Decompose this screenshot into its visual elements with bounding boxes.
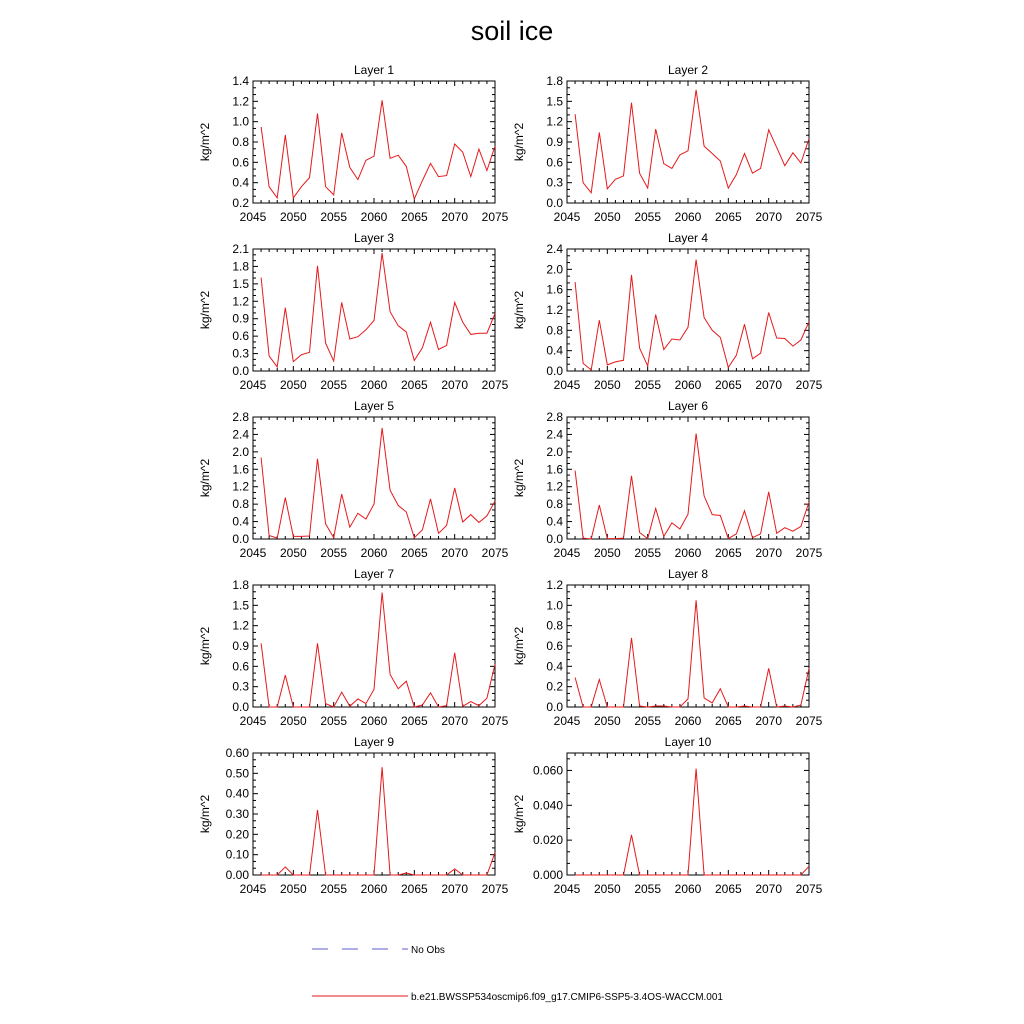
x-tick-label: 2060 bbox=[360, 378, 388, 392]
y-tick-label: 0.6 bbox=[232, 155, 249, 170]
x-tick-label: 2050 bbox=[279, 714, 307, 728]
x-tick-label: 2070 bbox=[755, 714, 783, 728]
y-tick-label: 2.8 bbox=[232, 410, 249, 424]
panel-title: Layer 10 bbox=[664, 735, 712, 749]
x-tick-label: 2045 bbox=[239, 210, 267, 224]
series-line bbox=[575, 434, 809, 539]
panel-title: Layer 1 bbox=[353, 63, 395, 77]
series-line bbox=[575, 260, 809, 370]
y-tick-label: 0.8 bbox=[546, 618, 563, 633]
x-tick-label: 2070 bbox=[755, 378, 783, 392]
x-tick-label: 2070 bbox=[441, 546, 469, 560]
plot-frame bbox=[253, 81, 495, 203]
x-tick-label: 2075 bbox=[795, 378, 823, 392]
panel-title: Layer 8 bbox=[667, 567, 709, 581]
series-line bbox=[261, 593, 495, 708]
x-tick-label: 2075 bbox=[481, 714, 509, 728]
y-tick-label: 1.5 bbox=[232, 276, 249, 291]
plot-frame bbox=[567, 249, 809, 371]
series-line bbox=[261, 428, 495, 538]
x-tick-label: 2045 bbox=[553, 210, 581, 224]
x-tick-label: 2070 bbox=[755, 546, 783, 560]
x-tick-label: 2060 bbox=[360, 210, 388, 224]
y-tick-label: 0.9 bbox=[232, 639, 249, 653]
y-tick-label: 0.0 bbox=[546, 532, 563, 546]
y-axis-label: kg/m^2 bbox=[512, 794, 526, 834]
y-axis-label: kg/m^2 bbox=[512, 458, 526, 498]
x-tick-label: 2065 bbox=[400, 714, 428, 728]
legend-model-label: b.e21.BWSSP534oscmip6.f09_g17.CMIP6-SSP5-3.4OS-WACCM.001 bbox=[411, 992, 723, 1003]
x-tick-label: 2050 bbox=[593, 546, 621, 560]
y-tick-label: 0.40 bbox=[225, 786, 249, 801]
y-tick-label: 0.4 bbox=[546, 343, 563, 358]
y-axis-label: kg/m^2 bbox=[198, 458, 212, 498]
y-tick-label: 2.8 bbox=[546, 410, 563, 424]
x-tick-label: 2055 bbox=[320, 546, 348, 560]
x-tick-label: 2065 bbox=[714, 546, 742, 560]
y-tick-label: 0.60 bbox=[225, 746, 249, 760]
series-line bbox=[575, 90, 809, 193]
y-tick-label: 0.9 bbox=[546, 135, 563, 149]
x-tick-label: 2045 bbox=[553, 882, 581, 896]
x-tick-label: 2065 bbox=[714, 378, 742, 392]
x-tick-label: 2050 bbox=[593, 714, 621, 728]
y-tick-label: 0.3 bbox=[546, 175, 563, 190]
y-axis-label: kg/m^2 bbox=[198, 794, 212, 834]
panel-layer-4 bbox=[512, 231, 823, 392]
panel-title: Layer 4 bbox=[667, 231, 709, 245]
y-tick-label: 0.2 bbox=[546, 679, 563, 694]
panel-title: Layer 6 bbox=[667, 399, 709, 413]
x-tick-label: 2055 bbox=[634, 210, 662, 224]
y-tick-label: 0.4 bbox=[546, 514, 563, 529]
y-tick-label: 1.2 bbox=[546, 114, 563, 129]
y-axis-label: kg/m^2 bbox=[512, 626, 526, 666]
y-tick-label: 1.2 bbox=[232, 94, 249, 109]
x-tick-label: 2050 bbox=[279, 210, 307, 224]
y-tick-label: 2.4 bbox=[232, 427, 249, 442]
x-tick-label: 2075 bbox=[795, 714, 823, 728]
x-tick-label: 2050 bbox=[593, 210, 621, 224]
x-tick-label: 2045 bbox=[553, 714, 581, 728]
panel-title: Layer 5 bbox=[353, 399, 395, 413]
x-tick-label: 2070 bbox=[755, 210, 783, 224]
y-tick-label: 1.5 bbox=[232, 598, 249, 613]
y-tick-label: 0.0 bbox=[546, 364, 563, 378]
x-tick-label: 2060 bbox=[360, 882, 388, 896]
y-tick-label: 1.2 bbox=[546, 578, 563, 592]
y-tick-label: 1.2 bbox=[232, 479, 249, 494]
panel-layer-3 bbox=[198, 231, 509, 392]
y-tick-label: 0.2 bbox=[232, 196, 249, 210]
x-tick-label: 2060 bbox=[674, 210, 702, 224]
panel-layer-5 bbox=[198, 399, 509, 560]
x-tick-label: 2065 bbox=[400, 546, 428, 560]
y-tick-label: 0.00 bbox=[225, 868, 249, 882]
panels-group bbox=[198, 63, 823, 896]
x-tick-label: 2075 bbox=[481, 546, 509, 560]
y-tick-label: 0.3 bbox=[232, 679, 249, 694]
x-tick-label: 2060 bbox=[674, 378, 702, 392]
series-line bbox=[575, 600, 809, 707]
y-tick-label: 0.20 bbox=[225, 827, 249, 842]
y-tick-label: 1.0 bbox=[232, 114, 249, 129]
x-tick-label: 2055 bbox=[320, 714, 348, 728]
panel-layer-8 bbox=[512, 567, 823, 728]
y-tick-label: 0.060 bbox=[532, 763, 563, 778]
y-tick-label: 0.30 bbox=[225, 807, 249, 821]
plot-frame bbox=[253, 753, 495, 875]
y-tick-label: 0.4 bbox=[232, 175, 249, 190]
x-tick-label: 2065 bbox=[714, 210, 742, 224]
y-tick-label: 0.040 bbox=[532, 798, 563, 813]
panel-layer-7 bbox=[198, 567, 509, 728]
y-tick-label: 0.0 bbox=[232, 532, 249, 546]
y-axis-label: kg/m^2 bbox=[198, 290, 212, 330]
x-tick-label: 2050 bbox=[593, 882, 621, 896]
x-tick-label: 2075 bbox=[795, 546, 823, 560]
y-tick-label: 1.0 bbox=[546, 598, 563, 613]
legend-no-obs-label: No Obs bbox=[411, 945, 445, 956]
x-tick-label: 2070 bbox=[441, 378, 469, 392]
y-tick-label: 0.8 bbox=[546, 497, 563, 512]
y-tick-label: 1.2 bbox=[232, 294, 249, 309]
y-tick-label: 1.8 bbox=[232, 259, 249, 274]
y-tick-label: 1.2 bbox=[546, 479, 563, 494]
y-tick-label: 0.9 bbox=[232, 311, 249, 326]
x-tick-label: 2075 bbox=[481, 210, 509, 224]
panel-layer-2 bbox=[512, 63, 823, 224]
y-tick-label: 0.4 bbox=[232, 514, 249, 529]
series-line bbox=[261, 100, 495, 199]
panel-layer-6 bbox=[512, 399, 823, 560]
y-tick-label: 0.0 bbox=[546, 700, 563, 714]
x-tick-label: 2065 bbox=[714, 882, 742, 896]
y-tick-label: 1.6 bbox=[546, 282, 563, 297]
x-tick-label: 2065 bbox=[400, 882, 428, 896]
x-tick-label: 2060 bbox=[674, 882, 702, 896]
y-axis-label: kg/m^2 bbox=[512, 290, 526, 330]
series-line bbox=[261, 253, 495, 367]
x-tick-label: 2055 bbox=[634, 882, 662, 896]
x-tick-label: 2055 bbox=[634, 714, 662, 728]
y-tick-label: 0.000 bbox=[532, 868, 563, 882]
y-tick-label: 0.0 bbox=[232, 700, 249, 714]
x-tick-label: 2065 bbox=[400, 378, 428, 392]
panel-title: Layer 7 bbox=[353, 567, 395, 581]
y-tick-label: 2.1 bbox=[232, 242, 249, 256]
series-line bbox=[575, 769, 809, 875]
y-tick-label: 1.5 bbox=[546, 94, 563, 109]
y-axis-label: kg/m^2 bbox=[198, 122, 212, 162]
y-tick-label: 0.8 bbox=[232, 135, 249, 149]
panel-layer-9 bbox=[198, 735, 509, 896]
x-tick-label: 2060 bbox=[360, 714, 388, 728]
plot-frame bbox=[567, 753, 809, 875]
y-tick-label: 0.10 bbox=[225, 847, 249, 862]
x-tick-label: 2075 bbox=[481, 882, 509, 896]
panel-title: Layer 3 bbox=[353, 231, 395, 245]
y-tick-label: 0.6 bbox=[232, 659, 249, 674]
y-tick-label: 0.50 bbox=[225, 766, 249, 781]
x-tick-label: 2055 bbox=[634, 546, 662, 560]
plot-frame bbox=[567, 81, 809, 203]
y-tick-label: 2.0 bbox=[546, 444, 563, 459]
panel-title: Layer 2 bbox=[667, 63, 709, 77]
x-tick-label: 2070 bbox=[441, 714, 469, 728]
x-tick-label: 2065 bbox=[714, 714, 742, 728]
x-tick-label: 2070 bbox=[441, 882, 469, 896]
x-tick-label: 2045 bbox=[239, 546, 267, 560]
y-tick-label: 2.0 bbox=[232, 444, 249, 459]
x-tick-label: 2055 bbox=[634, 378, 662, 392]
y-tick-label: 0.0 bbox=[546, 196, 563, 210]
series-line bbox=[261, 767, 495, 875]
x-tick-label: 2045 bbox=[553, 546, 581, 560]
x-tick-label: 2050 bbox=[593, 378, 621, 392]
y-tick-label: 0.6 bbox=[232, 329, 249, 344]
plot-frame bbox=[253, 417, 495, 539]
x-tick-label: 2050 bbox=[279, 378, 307, 392]
y-tick-label: 2.4 bbox=[546, 427, 563, 442]
y-tick-label: 0.6 bbox=[546, 155, 563, 170]
y-axis-label: kg/m^2 bbox=[198, 626, 212, 666]
x-tick-label: 2075 bbox=[795, 882, 823, 896]
x-tick-label: 2045 bbox=[553, 378, 581, 392]
x-tick-label: 2070 bbox=[441, 210, 469, 224]
y-tick-label: 0.3 bbox=[232, 346, 249, 361]
x-tick-label: 2070 bbox=[755, 882, 783, 896]
y-tick-label: 0.0 bbox=[232, 364, 249, 378]
figure-title: soil ice bbox=[470, 16, 554, 46]
y-tick-label: 2.4 bbox=[546, 242, 563, 256]
y-tick-label: 0.6 bbox=[546, 639, 563, 653]
x-tick-label: 2050 bbox=[279, 546, 307, 560]
panel-layer-10 bbox=[512, 735, 823, 896]
y-tick-label: 0.4 bbox=[546, 659, 563, 674]
x-tick-label: 2045 bbox=[239, 714, 267, 728]
panel-title: Layer 9 bbox=[353, 735, 395, 749]
x-tick-label: 2050 bbox=[279, 882, 307, 896]
y-axis-label: kg/m^2 bbox=[512, 122, 526, 162]
x-tick-label: 2075 bbox=[795, 210, 823, 224]
legend bbox=[312, 945, 723, 1003]
y-tick-label: 1.8 bbox=[232, 578, 249, 592]
x-tick-label: 2055 bbox=[320, 378, 348, 392]
x-tick-label: 2060 bbox=[674, 714, 702, 728]
y-tick-label: 2.0 bbox=[546, 262, 563, 277]
y-tick-label: 0.020 bbox=[532, 833, 563, 848]
y-tick-label: 0.8 bbox=[546, 323, 563, 338]
x-tick-label: 2055 bbox=[320, 210, 348, 224]
x-tick-label: 2060 bbox=[674, 546, 702, 560]
x-tick-label: 2045 bbox=[239, 882, 267, 896]
y-tick-label: 1.8 bbox=[546, 74, 563, 88]
x-tick-label: 2045 bbox=[239, 378, 267, 392]
x-tick-label: 2060 bbox=[360, 546, 388, 560]
x-tick-label: 2065 bbox=[400, 210, 428, 224]
y-tick-label: 1.2 bbox=[232, 618, 249, 633]
x-tick-label: 2075 bbox=[481, 378, 509, 392]
plot-frame bbox=[253, 249, 495, 371]
y-tick-label: 1.4 bbox=[232, 74, 249, 88]
x-tick-label: 2055 bbox=[320, 882, 348, 896]
y-tick-label: 1.2 bbox=[546, 303, 563, 317]
panel-layer-1 bbox=[198, 63, 509, 224]
y-tick-label: 0.8 bbox=[232, 497, 249, 512]
y-tick-label: 1.6 bbox=[232, 462, 249, 477]
y-tick-label: 1.6 bbox=[546, 462, 563, 477]
